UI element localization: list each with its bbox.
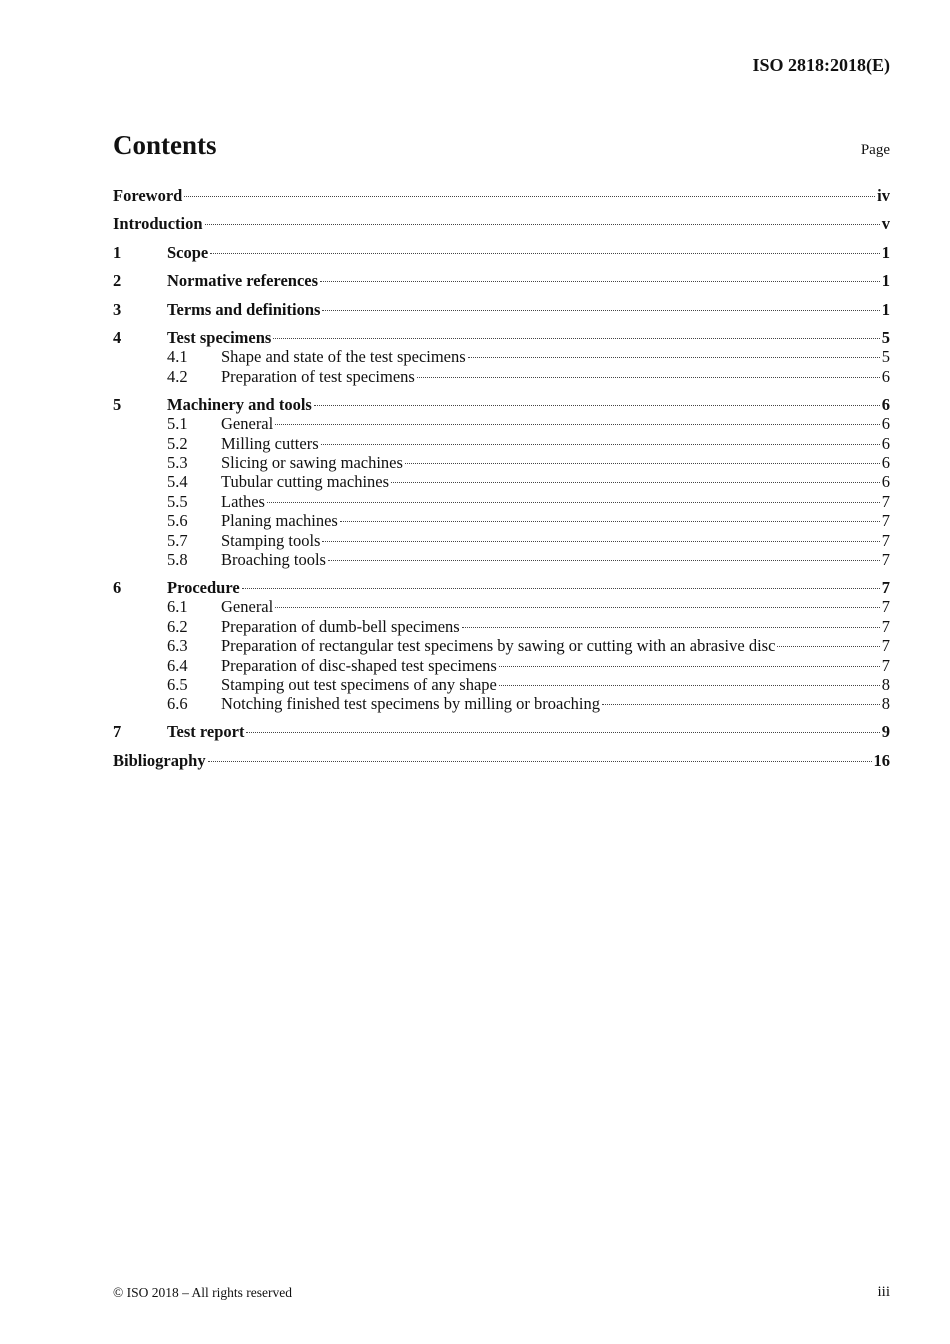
toc-entry-number: 5.1 xyxy=(167,414,188,434)
toc-entry-number: 5.2 xyxy=(167,433,188,453)
toc-entry-page: 8 xyxy=(881,675,890,694)
toc-entry-label: Shape and state of the test specimens xyxy=(221,347,466,367)
toc-entry-label: Bibliography xyxy=(113,750,206,770)
toc-entry-label: Procedure xyxy=(167,578,240,597)
toc-entry-number: 5 xyxy=(113,394,122,414)
toc-entry-page: 6 xyxy=(881,433,890,453)
toc-entry-page: 8 xyxy=(881,694,890,714)
dot-leader xyxy=(184,196,875,197)
toc-entry-label: Milling cutters xyxy=(221,433,319,453)
toc-entry[interactable] xyxy=(167,434,890,454)
toc-entry-number: 6 xyxy=(113,578,122,597)
toc-entry[interactable] xyxy=(113,751,890,771)
toc-entry-page: 1 xyxy=(881,242,890,262)
toc-entry-page: 7 xyxy=(881,597,890,617)
toc-entry-page: 16 xyxy=(873,750,890,770)
dot-leader xyxy=(322,310,879,311)
page-title: Contents xyxy=(113,130,217,160)
toc-entry-number: 6.2 xyxy=(167,616,188,636)
toc-entry[interactable] xyxy=(113,271,890,291)
toc-entry-number: 5.8 xyxy=(167,550,188,569)
toc-entry-label: General xyxy=(221,597,274,617)
toc-entry[interactable] xyxy=(167,453,890,473)
toc-entry[interactable] xyxy=(167,347,890,367)
dot-leader xyxy=(462,627,880,628)
dot-leader xyxy=(321,444,880,445)
dot-leader xyxy=(242,588,880,589)
toc-entry-number: 5.5 xyxy=(167,491,188,511)
toc-entry[interactable] xyxy=(113,300,890,320)
toc-entry-page: 7 xyxy=(881,655,890,675)
toc-entry-page: 9 xyxy=(881,722,890,742)
toc-entry-page: 7 xyxy=(881,491,890,511)
dot-leader xyxy=(267,502,880,503)
dot-leader xyxy=(208,761,872,762)
toc-entry-label: Test specimens xyxy=(167,328,272,347)
toc-entry[interactable] xyxy=(167,694,890,714)
dot-leader xyxy=(246,732,879,733)
toc-entry-page: iv xyxy=(877,186,890,205)
dot-leader xyxy=(328,560,880,561)
toc-entry-page: 6 xyxy=(881,366,890,386)
toc-entry-number: 5.3 xyxy=(167,453,188,472)
dot-leader xyxy=(275,607,880,608)
toc-entry-label: Terms and definitions xyxy=(167,299,321,319)
toc-entry[interactable] xyxy=(113,186,890,206)
toc-entry-number: 2 xyxy=(113,271,122,291)
dot-leader xyxy=(314,405,880,406)
toc-entry-page: 1 xyxy=(881,271,890,291)
toc-entry-number: 5.7 xyxy=(167,530,188,550)
toc-entry[interactable] xyxy=(167,531,890,551)
toc-entry-label: Slicing or sawing machines xyxy=(221,453,403,472)
toc-entry-label: Stamping tools xyxy=(221,530,321,550)
dot-leader xyxy=(273,338,879,339)
toc-entry-page: 7 xyxy=(881,530,890,550)
toc-entry-label: Planing machines xyxy=(221,511,338,531)
toc-entry-number: 5.4 xyxy=(167,472,188,492)
toc-entry[interactable] xyxy=(167,472,890,492)
toc-entry[interactable] xyxy=(167,492,890,512)
dot-leader xyxy=(777,646,879,647)
toc-entry[interactable] xyxy=(113,243,890,263)
toc-entry[interactable] xyxy=(167,550,890,570)
toc-entry-number: 4.2 xyxy=(167,366,188,386)
toc-entry-page: 1 xyxy=(881,299,890,319)
toc-entry[interactable] xyxy=(167,617,890,637)
toc-entry-label: Notching finished test specimens by milling or broaching xyxy=(221,694,600,714)
toc-entry[interactable] xyxy=(113,214,890,234)
toc-entry-page: 7 xyxy=(881,511,890,531)
toc-entry-number: 4 xyxy=(113,328,122,347)
toc-entry-label: Preparation of disc-shaped test specimens xyxy=(221,655,497,675)
dot-leader xyxy=(417,377,880,378)
toc-entry-label: Preparation of rectangular test specimens by sawing or cutting with an abrasive disc xyxy=(221,636,776,656)
toc-entry[interactable] xyxy=(167,636,890,656)
dot-leader xyxy=(320,281,880,282)
toc-entry-label: Normative references xyxy=(167,271,319,291)
copyright-footer: © ISO 2018 – All rights reserved xyxy=(113,1285,292,1300)
dot-leader xyxy=(391,482,880,483)
toc-entry[interactable] xyxy=(167,656,890,676)
toc-entry-label: Scope xyxy=(167,242,209,262)
toc-entry-page: 7 xyxy=(881,636,890,656)
toc-entry-number: 6.3 xyxy=(167,636,188,656)
toc-entry-label: Stamping out test specimens of any shape xyxy=(221,675,497,694)
dot-leader xyxy=(499,685,880,686)
toc-entry[interactable] xyxy=(167,367,890,387)
dot-leader xyxy=(275,424,880,425)
toc-entry-label: Tubular cutting machines xyxy=(221,472,390,492)
toc-entry-page: 6 xyxy=(881,453,890,472)
toc-entry-number: 6.6 xyxy=(167,694,188,714)
toc-entry[interactable] xyxy=(167,511,890,531)
toc-entry-label: Introduction xyxy=(113,214,203,234)
page-number: iii xyxy=(877,1284,890,1300)
dot-leader xyxy=(468,357,880,358)
dot-leader xyxy=(499,666,880,667)
toc-entry[interactable] xyxy=(167,675,890,695)
toc-entry-label: Machinery and tools xyxy=(167,394,312,414)
toc-entry-page: 6 xyxy=(881,414,890,434)
dot-leader xyxy=(405,463,880,464)
toc-entry-page: v xyxy=(881,214,890,234)
toc-entry-page: 7 xyxy=(881,550,890,569)
toc-entry-number: 3 xyxy=(113,299,122,319)
toc-entry-number: 4.1 xyxy=(167,347,188,367)
dot-leader xyxy=(210,253,880,254)
toc-entry-label: Broaching tools xyxy=(221,550,326,569)
toc-entry-page: 6 xyxy=(881,472,890,492)
toc-entry-page: 7 xyxy=(881,616,890,636)
page-column-label: Page xyxy=(860,142,890,158)
toc-entry[interactable] xyxy=(113,722,890,742)
toc-entry-page: 5 xyxy=(881,328,890,347)
toc-entry-number: 5.6 xyxy=(167,511,188,531)
toc-entry-number: 6.5 xyxy=(167,675,188,694)
toc-entry-label: Preparation of dumb-bell specimens xyxy=(221,616,460,636)
toc-entry-number: 1 xyxy=(113,242,122,262)
toc-entry-label: Foreword xyxy=(113,186,183,205)
document-id: ISO 2818:2018(E) xyxy=(752,55,890,75)
toc-entry-number: 7 xyxy=(113,722,122,742)
toc-entry-label: Lathes xyxy=(221,491,265,511)
toc-entry-label: General xyxy=(221,414,274,434)
toc-entry-page: 5 xyxy=(881,347,890,367)
toc-entry[interactable] xyxy=(167,414,890,434)
toc-entry-number: 6.4 xyxy=(167,655,188,675)
toc-entry-page: 6 xyxy=(881,394,890,414)
toc-entry-number: 6.1 xyxy=(167,597,188,617)
dot-leader xyxy=(340,521,880,522)
dot-leader xyxy=(322,541,879,542)
toc-entry[interactable] xyxy=(167,597,890,617)
toc-entry-label: Preparation of test specimens xyxy=(221,366,415,386)
toc-entry[interactable] xyxy=(113,328,890,348)
dot-leader xyxy=(205,224,880,225)
toc-entry-label: Test report xyxy=(167,722,245,742)
dot-leader xyxy=(602,704,880,705)
toc-entry[interactable] xyxy=(113,395,890,415)
toc-entry[interactable] xyxy=(113,578,890,598)
toc-entry-page: 7 xyxy=(881,578,890,597)
